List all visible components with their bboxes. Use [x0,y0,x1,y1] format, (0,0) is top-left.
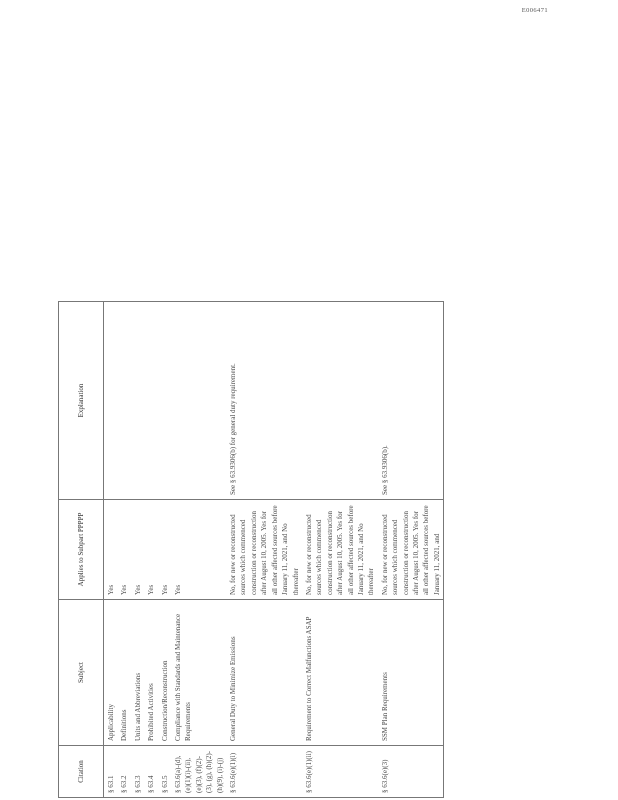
table-row [158,302,171,798]
cell-citation: § 63.2 [117,746,130,798]
applicability-table [58,301,444,798]
cell-applies: Yes [104,500,118,600]
cell-explanation [131,302,144,500]
cell-citation: § 63.3 [131,746,144,798]
table-row [302,302,378,798]
cell-applies: No, for new or reconstructed sources which commenced construction or reconstruction after August 10, 2005. Yes for all other affected sources before January 11, 2021, and [378,500,444,600]
cell-explanation [144,302,157,500]
cell-citation: § 63.1 [104,746,118,798]
cell-subject: Requirement to Correct Malfunctions ASAP [302,600,378,746]
cell-subject: Construction/Reconstruction [158,600,171,746]
header-citation: Citation [59,746,104,798]
header-applies: Applies to Subpart PPPPP [59,500,104,600]
cell-subject: General Duty to Minimize Emissions [226,600,302,746]
table-row [144,302,157,798]
bates-number: E006471 [521,7,548,14]
table-row [117,302,130,798]
cell-citation: § 63.6(e)(1)(ii) [302,746,378,798]
cell-explanation [104,302,118,500]
cell-subject: Applicability [104,600,118,746]
cell-citation: § 63.4 [144,746,157,798]
cell-applies: Yes [131,500,144,600]
table-row [131,302,144,798]
cell-citation: § 63.6(e)(3) [378,746,444,798]
header-explanation: Explanation [59,302,104,500]
cell-citation: § 63.6(a)-(d), (e)(1)(i)-(ii), (e)(3), (f)(2)-(3), (g), (h)(2)-(h)(9), (i)-(j) [171,746,226,798]
cell-applies: Yes [117,500,130,600]
rotated-table-frame [58,302,488,798]
cell-subject: Units and Abbreviations [131,600,144,746]
cell-explanation: See § 63.9306(b). [378,302,444,500]
table-header-row [59,302,104,798]
cell-explanation [158,302,171,500]
cell-subject: Definitions [117,600,130,746]
cell-applies: Yes [144,500,157,600]
cell-citation: § 63.6(e)(1)(i) [226,746,302,798]
table-row [378,302,444,798]
cell-explanation [117,302,130,500]
rotated-table-wrapper [58,302,554,793]
table-row [171,302,226,798]
table-row [226,302,302,798]
cell-subject: SSM Plan Requirements [378,600,444,746]
cell-citation: § 63.5 [158,746,171,798]
cell-applies: No, for new or reconstructed sources which commenced construction or reconstruction after August 10, 2005. Yes for all other affected sources before January 11, 2021, and No thereafter [226,500,302,600]
cell-subject: Prohibited Activities [144,600,157,746]
cell-subject: Compliance with Standards and Maintenance Requirements [171,600,226,746]
cell-applies: No, for new or reconstructed sources which commenced construction or reconstruction after August 10, 2005. Yes for all other affected sources before January 11, 2021, and No thereafter [302,500,378,600]
cell-explanation [171,302,226,500]
cell-explanation [302,302,378,500]
header-subject: Subject [59,600,104,746]
cell-applies: Yes [171,500,226,600]
cell-explanation: See § 63.9306(b) for general duty requirement. [226,302,302,500]
cell-applies: Yes [158,500,171,600]
table-row [104,302,118,798]
